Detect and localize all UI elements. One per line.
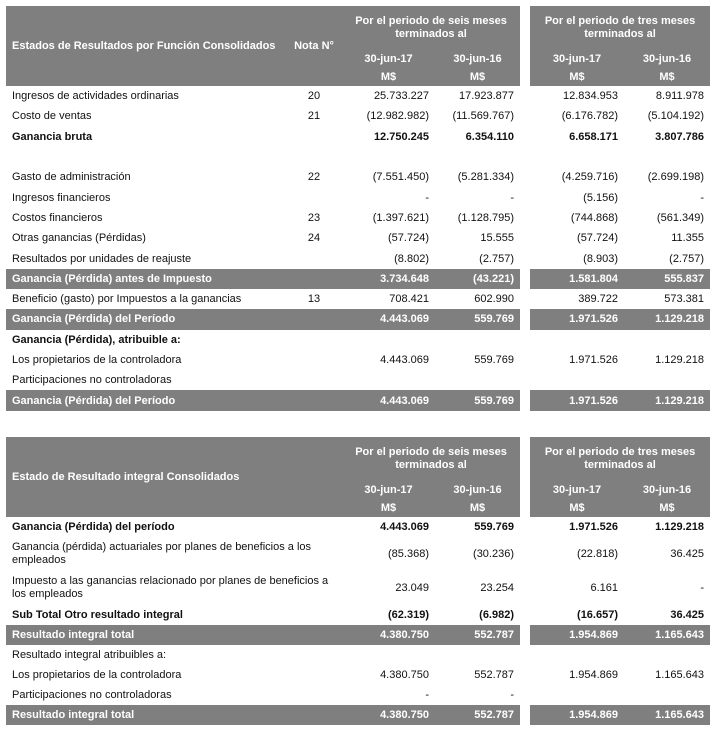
row-value: (5.281.334) xyxy=(457,171,515,184)
row-value: 1.954.869 xyxy=(569,669,619,681)
row-value: 559.769 xyxy=(474,354,515,366)
row-value xyxy=(624,370,710,390)
row-nota: 21 xyxy=(307,110,321,123)
row-value: 1.971.526 xyxy=(530,390,624,410)
row-value: (2.757) xyxy=(479,252,515,265)
row-nota xyxy=(286,309,342,329)
row-value: 1.971.526 xyxy=(569,354,619,366)
row-value: (561.349) xyxy=(656,211,705,224)
row-value: 23.049 xyxy=(395,582,429,594)
row-value xyxy=(624,685,710,705)
row-value xyxy=(530,645,624,665)
row-nota xyxy=(286,127,342,147)
income-statement-table xyxy=(6,6,710,411)
currency-header: M$ xyxy=(435,68,520,86)
table-row xyxy=(6,370,710,390)
row-value: (11.569.767) xyxy=(452,110,515,123)
row-value: 11.355 xyxy=(671,232,705,245)
row-nota: 23 xyxy=(307,211,321,224)
row-value xyxy=(624,330,710,350)
table-row xyxy=(6,350,710,370)
row-value: (6.982) xyxy=(479,609,515,621)
row-value: 4.443.069 xyxy=(342,390,435,410)
row-label: Participaciones no controladoras xyxy=(12,689,172,701)
column-gap xyxy=(520,289,530,309)
row-value xyxy=(435,370,520,390)
period3-header: Por el periodo de tres meses terminados al xyxy=(530,437,710,481)
row-value: (6.176.782) xyxy=(561,110,619,123)
column-gap xyxy=(520,330,530,350)
row-value: (5.104.192) xyxy=(647,110,705,123)
table-row xyxy=(6,147,710,167)
row-value: (43.221) xyxy=(435,269,520,289)
currency-header: M$ xyxy=(342,68,435,86)
column-gap xyxy=(520,705,530,725)
column-gap xyxy=(520,625,530,645)
row-nota xyxy=(286,390,342,410)
row-value xyxy=(530,330,624,350)
column-gap xyxy=(520,228,530,248)
table-row xyxy=(6,309,710,329)
table-row xyxy=(6,665,710,685)
table-row xyxy=(6,127,710,147)
row-value: - xyxy=(510,689,515,701)
row-value xyxy=(435,330,520,350)
date-header-6m-2017: 30-jun-17 xyxy=(342,50,435,68)
column-gap xyxy=(520,86,530,106)
row-value: 552.787 xyxy=(435,625,520,645)
column-gap xyxy=(520,167,530,187)
date-header-3m-2017: 30-jun-17 xyxy=(530,481,624,499)
row-value xyxy=(342,147,435,167)
currency-header: M$ xyxy=(435,499,520,517)
row-value: 559.769 xyxy=(474,521,515,533)
row-value: 1.954.869 xyxy=(530,705,624,725)
row-label: Ganancia (pérdida) actuariales por planes de beneficios a los empleados xyxy=(12,541,312,566)
row-value: - xyxy=(700,582,705,594)
table-row xyxy=(6,645,710,665)
row-label: Resultados por unidades de reajuste xyxy=(12,252,192,265)
column-gap xyxy=(520,350,530,370)
row-value: 3.734.648 xyxy=(342,269,435,289)
row-value: 25.733.227 xyxy=(373,90,429,103)
row-value xyxy=(342,370,435,390)
row-value xyxy=(624,645,710,665)
column-gap xyxy=(520,147,530,167)
currency-header: M$ xyxy=(530,68,624,86)
row-value: (2.699.198) xyxy=(647,171,705,184)
row-value: 8.911.978 xyxy=(655,90,705,103)
row-value: 573.381 xyxy=(664,293,705,306)
row-value: (744.868) xyxy=(570,211,619,224)
column-gap xyxy=(520,390,530,410)
row-value: - xyxy=(425,689,429,701)
row-value: 1.129.218 xyxy=(624,309,710,329)
table-row xyxy=(6,187,710,207)
row-value xyxy=(530,147,624,167)
row-label: Ganancia (Pérdida) del Período xyxy=(6,390,286,410)
row-value: 1.165.643 xyxy=(655,669,705,681)
table-row xyxy=(6,330,710,350)
column-gap xyxy=(520,685,530,705)
row-label: Ganancia (Pérdida) del Período xyxy=(6,309,286,329)
row-label xyxy=(6,147,286,167)
income-statement-title: Estados de Resultados por Función Consolidados xyxy=(6,6,286,86)
table-row xyxy=(6,537,710,571)
column-gap xyxy=(520,106,530,126)
row-nota xyxy=(286,330,342,350)
row-nota: 24 xyxy=(307,232,321,245)
row-label: Ganancia bruta xyxy=(12,130,93,143)
row-value: (57.724) xyxy=(388,232,429,245)
row-value: (16.657) xyxy=(577,609,619,621)
column-gap xyxy=(520,127,530,147)
row-nota xyxy=(286,350,342,370)
row-nota: 20 xyxy=(307,90,321,103)
row-value: 1.129.218 xyxy=(624,390,710,410)
row-value xyxy=(530,370,624,390)
row-value: 36.425 xyxy=(670,609,705,621)
row-value xyxy=(435,147,520,167)
row-nota: 13 xyxy=(307,293,321,306)
table-row xyxy=(6,248,710,268)
row-value xyxy=(342,330,435,350)
row-nota: 22 xyxy=(307,171,321,184)
row-label: Costo de ventas xyxy=(12,110,92,123)
row-value: (2.757) xyxy=(669,252,705,265)
row-value: 708.421 xyxy=(389,293,429,306)
row-value: 6.161 xyxy=(590,582,619,594)
table-row xyxy=(6,685,710,705)
row-value xyxy=(342,645,435,665)
table-row xyxy=(6,208,710,228)
row-value: 389.722 xyxy=(578,293,619,306)
row-value: - xyxy=(510,191,515,204)
row-value: 559.769 xyxy=(435,309,520,329)
row-value xyxy=(435,645,520,665)
row-label: Resultado integral total xyxy=(6,625,342,645)
row-label: Costos financieros xyxy=(12,211,103,224)
date-header-3m-2016: 30-jun-16 xyxy=(624,50,710,68)
date-header-3m-2016: 30-jun-16 xyxy=(624,481,710,499)
date-header-3m-2017: 30-jun-17 xyxy=(530,50,624,68)
period3-header: Por el periodo de tres meses terminados al xyxy=(530,6,710,50)
row-value: 602.990 xyxy=(474,293,515,306)
row-value: 4.443.069 xyxy=(380,354,429,366)
table-row xyxy=(6,571,710,605)
row-value: (85.368) xyxy=(388,548,429,560)
row-label: Ganancia (Pérdida) antes de Impuesto xyxy=(6,269,286,289)
row-value: 1.129.218 xyxy=(655,521,705,533)
row-value: 15.555 xyxy=(480,232,515,245)
row-value: (57.724) xyxy=(577,232,619,245)
column-gap xyxy=(520,370,530,390)
row-nota xyxy=(286,147,342,167)
row-value: - xyxy=(425,191,429,204)
row-nota xyxy=(286,187,342,207)
column-gap xyxy=(520,517,530,537)
table-row xyxy=(6,269,710,289)
row-value: 1.165.643 xyxy=(624,625,710,645)
table-row xyxy=(6,517,710,537)
row-value: 552.787 xyxy=(435,705,520,725)
table-row xyxy=(6,390,710,410)
row-label: Impuesto a las ganancias relacionado por planes de beneficios a los empleados xyxy=(12,575,329,600)
currency-header: M$ xyxy=(624,499,710,517)
row-label: Ganancia (Pérdida), atribuible a: xyxy=(12,333,181,346)
row-label: Los propietarios de la controladora xyxy=(12,354,182,366)
nota-header: Nota N° xyxy=(286,6,342,86)
row-nota xyxy=(286,269,342,289)
row-value: (5.156) xyxy=(583,191,619,204)
row-value: 17.923.877 xyxy=(458,90,515,103)
row-value: 1.971.526 xyxy=(530,309,624,329)
currency-header: M$ xyxy=(624,68,710,86)
column-gap xyxy=(520,537,530,571)
row-value: - xyxy=(700,191,705,204)
row-value: (8.903) xyxy=(583,252,619,265)
row-value: 1.954.869 xyxy=(530,625,624,645)
row-value: 23.254 xyxy=(480,582,515,594)
row-value: 552.787 xyxy=(474,669,515,681)
row-label: Ganancia (Pérdida) del período xyxy=(12,521,175,533)
table-row xyxy=(6,625,710,645)
column-gap xyxy=(520,269,530,289)
row-value: 4.380.750 xyxy=(342,705,435,725)
column-gap xyxy=(520,208,530,228)
period6-header: Por el periodo de seis meses terminados al xyxy=(342,437,520,481)
table-row xyxy=(6,167,710,187)
column-gap xyxy=(520,309,530,329)
row-label: Resultado integral total xyxy=(6,705,342,725)
row-nota xyxy=(286,248,342,268)
row-value: 555.837 xyxy=(624,269,710,289)
row-value: (8.802) xyxy=(394,252,429,265)
row-value: 4.380.750 xyxy=(380,669,429,681)
row-value: (4.259.716) xyxy=(561,171,619,184)
column-gap xyxy=(520,248,530,268)
row-value: 12.834.953 xyxy=(562,90,619,103)
row-label: Ingresos financieros xyxy=(12,191,111,204)
row-value: 4.443.069 xyxy=(380,521,429,533)
row-value: (1.128.795) xyxy=(457,211,515,224)
row-value: 559.769 xyxy=(435,390,520,410)
date-header-6m-2016: 30-jun-16 xyxy=(435,50,520,68)
row-value: (22.818) xyxy=(577,548,619,560)
column-gap xyxy=(520,645,530,665)
column-gap xyxy=(520,187,530,207)
column-gap xyxy=(520,605,530,625)
column-gap xyxy=(520,665,530,685)
row-value: (62.319) xyxy=(388,609,429,621)
row-label: Ingresos de actividades ordinarias xyxy=(12,90,179,103)
row-value xyxy=(530,685,624,705)
row-label: Participaciones no controladoras xyxy=(12,374,172,387)
row-value: (12.982.982) xyxy=(366,110,429,123)
row-value: 6.354.110 xyxy=(465,130,515,143)
table-row xyxy=(6,106,710,126)
comprehensive-income-table xyxy=(6,437,710,725)
currency-header: M$ xyxy=(342,499,435,517)
row-value: 36.425 xyxy=(670,548,705,560)
row-value: 4.380.750 xyxy=(342,625,435,645)
row-value: 12.750.245 xyxy=(373,130,429,143)
row-value: 1.971.526 xyxy=(569,521,619,533)
comprehensive-income-title: Estado de Resultado integral Consolidados xyxy=(6,437,342,517)
row-nota xyxy=(286,370,342,390)
table-row xyxy=(6,228,710,248)
row-value: 3.807.786 xyxy=(655,130,705,143)
row-value: 6.658.171 xyxy=(569,130,619,143)
row-label: Los propietarios de la controladora xyxy=(12,669,182,681)
table-row xyxy=(6,289,710,309)
period6-header: Por el periodo de seis meses terminados al xyxy=(342,6,520,50)
row-value: 1.581.804 xyxy=(530,269,624,289)
row-label: Gasto de administración xyxy=(12,171,131,184)
row-label: Sub Total Otro resultado integral xyxy=(12,609,183,621)
row-value: (7.551.450) xyxy=(372,171,429,184)
table-row xyxy=(6,705,710,725)
currency-header: M$ xyxy=(530,499,624,517)
row-value: (30.236) xyxy=(473,548,515,560)
table-row xyxy=(6,86,710,106)
date-header-6m-2017: 30-jun-17 xyxy=(342,481,435,499)
row-value: 4.443.069 xyxy=(342,309,435,329)
row-label: Resultado integral atribuibles a: xyxy=(12,649,167,661)
row-value: (1.397.621) xyxy=(372,211,429,224)
row-label: Beneficio (gasto) por Impuestos a la ganancias xyxy=(12,293,242,306)
date-header-6m-2016: 30-jun-16 xyxy=(435,481,520,499)
table-row xyxy=(6,605,710,625)
row-value: 1.165.643 xyxy=(624,705,710,725)
row-value: 1.129.218 xyxy=(655,354,705,366)
column-gap xyxy=(520,571,530,605)
row-value xyxy=(624,147,710,167)
row-label: Otras ganancias (Pérdidas) xyxy=(12,232,146,245)
